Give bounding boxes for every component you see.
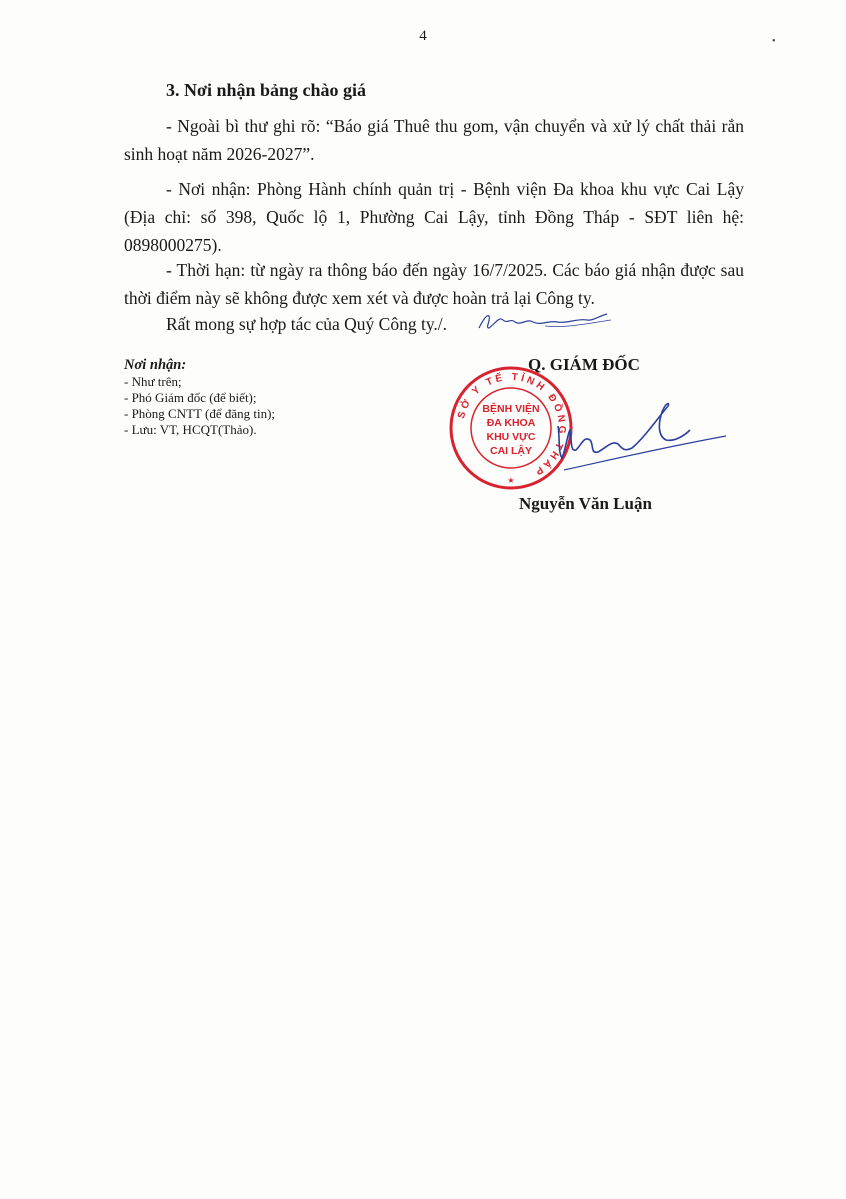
recipient-item: - Như trên; <box>124 374 182 389</box>
paragraph-deadline: - Thời hạn: từ ngày ra thông báo đến ngày 16/7/2025. Các báo giá nhận được sau thời điểm này sẽ không được xem xét và được hoàn trả lại Công ty. <box>124 260 744 308</box>
recipient-item: - Phó Giám đốc (để biết); <box>124 390 257 405</box>
seal-ring-text: SỞ Y TẾ TỈNH ĐỒNG THÁP <box>455 371 568 479</box>
page-number: 4 <box>419 28 427 44</box>
scan-mark: • <box>772 36 776 47</box>
recipients-title: Nơi nhận: <box>124 357 187 373</box>
paragraph-recipient-address: - Nơi nhận: Phòng Hành chính quản trị - Bệnh viện Đa khoa khu vực Cai Lậy (Địa chỉ: số 398, Quốc lộ 1, Phường Cai Lậy, tỉnh Đồng Tháp - SĐT liên hệ: 0898000275). <box>124 179 744 255</box>
initials-signature <box>475 306 615 336</box>
signer-name: Nguyễn Văn Luận <box>519 494 652 513</box>
seal-line: ĐA KHOA <box>486 417 536 429</box>
seal-center-text <box>477 402 545 458</box>
paragraph-envelope-note: - Ngoài bì thư ghi rõ: “Báo giá Thuê thu gom, vận chuyển và xử lý chất thải rắn sinh hoạt năm 2026-2027”. <box>124 116 744 164</box>
closing-line: Rất mong sự hợp tác của Quý Công ty./. <box>166 314 448 334</box>
recipients-list <box>124 357 275 438</box>
recipient-item: - Lưu: VT, HCQT(Thảo). <box>124 422 257 437</box>
seal-line: KHU VỰC <box>486 431 536 443</box>
seal-line: CAI LẬY <box>490 445 532 457</box>
section-heading: 3. Nơi nhận bảng chào giá <box>166 80 367 100</box>
signer-title: Q. GIÁM ĐỐC <box>528 355 640 374</box>
svg-text:★: ★ <box>507 476 515 485</box>
director-signature <box>540 378 730 478</box>
seal-line: BỆNH VIỆN <box>482 403 540 415</box>
recipient-item: - Phòng CNTT (để đăng tin); <box>124 406 276 421</box>
